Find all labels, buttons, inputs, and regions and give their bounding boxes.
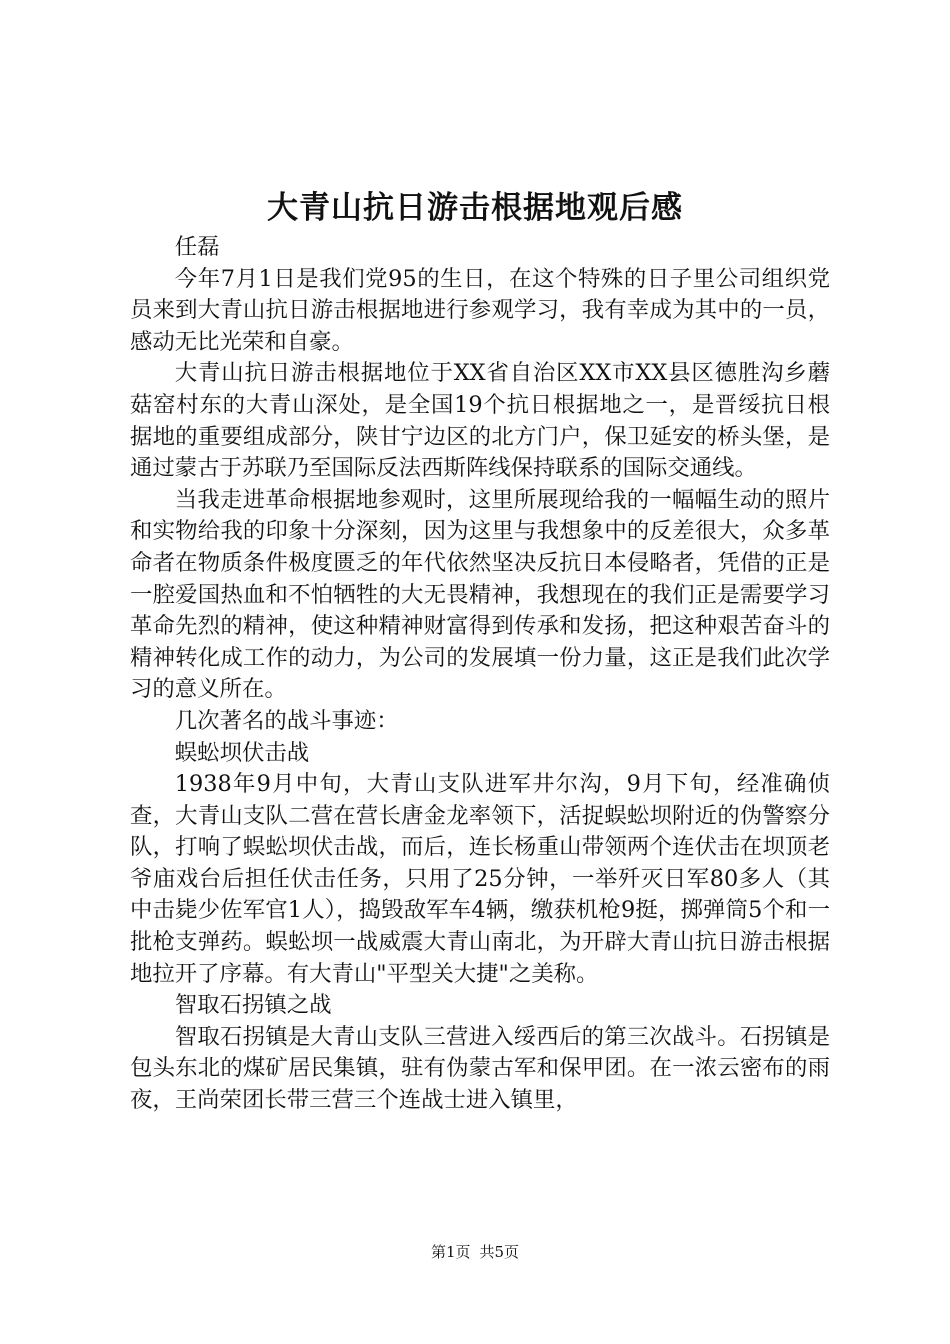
document-title: 大青山抗日游击根据地观后感: [267, 190, 683, 226]
subsection-heading: 蜈蚣坝伏击战: [174, 739, 310, 766]
document-body: [130, 232, 830, 1117]
subsection-heading: 智取石拐镇之战: [174, 992, 332, 1019]
paragraph: 1938年9月中旬，大青山支队进军井尔沟，9月下旬，经准确侦查，大青山支队二营在营长唐金龙率领下，活捉蜈蚣坝附近的伪警察分队，打响了蜈蚣坝伏击战，而后，连长杨重山带领两个连伏击在坝顶老爷庙戏台后担任伏击任务，只用了25分钟，一举歼灭日军80多人（其中击毙少佐军官1人），捣毁敌军车4辆，缴获机枪9挺，掷弹筒5个和一批枪支弹药。蜈蚣坝一战威震大青山南北，为开辟大青山抗日游击根据地拉开了序幕。有大青山"平型关大捷"之美称。: [130, 771, 830, 987]
page-number: 第1页: [430, 1243, 471, 1261]
paragraph: 大青山抗日游击根据地位于XX省自治区XX市XX县区德胜沟乡蘑菇窑村东的大青山深处，是全国19个抗日根据地之一，是晋绥抗日根据地的重要组成部分，陕甘宁边区的北方门户，保卫延安的桥头堡，是通过蒙古于苏联乃至国际反法西斯阵线保持联系的国际交通线。: [130, 360, 830, 482]
paragraph: 智取石拐镇是大青山支队三营进入绥西后的第三次战斗。石拐镇是包头东北的煤矿居民集镇，驻有伪蒙古军和保甲团。在一浓云密布的雨夜，王尚荣团长带三营三个连战士进入镇里，: [130, 1023, 830, 1114]
section-heading: 几次著名的战斗事迹：: [174, 707, 399, 734]
author-line: 任磊: [174, 234, 220, 260]
paragraph: 今年7月1日是我们党95的生日，在这个特殊的日子里公司组织党员来到大青山抗日游击根据地进行参观学习，我有幸成为其中的一员，感动无比光荣和自豪。: [130, 265, 830, 355]
page-total: 共5页: [479, 1243, 520, 1261]
paragraph: 当我走进革命根据地参观时，这里所展现给我的一幅幅生动的照片和实物给我的印象十分深刻，因为这里与我想象中的反差很大，众多革命者在物质条件极度匮乏的年代依然坚决反抗日本侵略者，凭借的正是一腔爱国热血和不怕牺牲的大无畏精神，我想现在的我们正是需要学习革命先烈的精神，使这种精神财富得到传承和发扬，把这种艰苦奋斗的精神转化成工作的动力，为公司的发展填一份力量，这正是我们此次学习的意义所在。: [130, 486, 830, 703]
page-footer: [0, 1242, 950, 1262]
